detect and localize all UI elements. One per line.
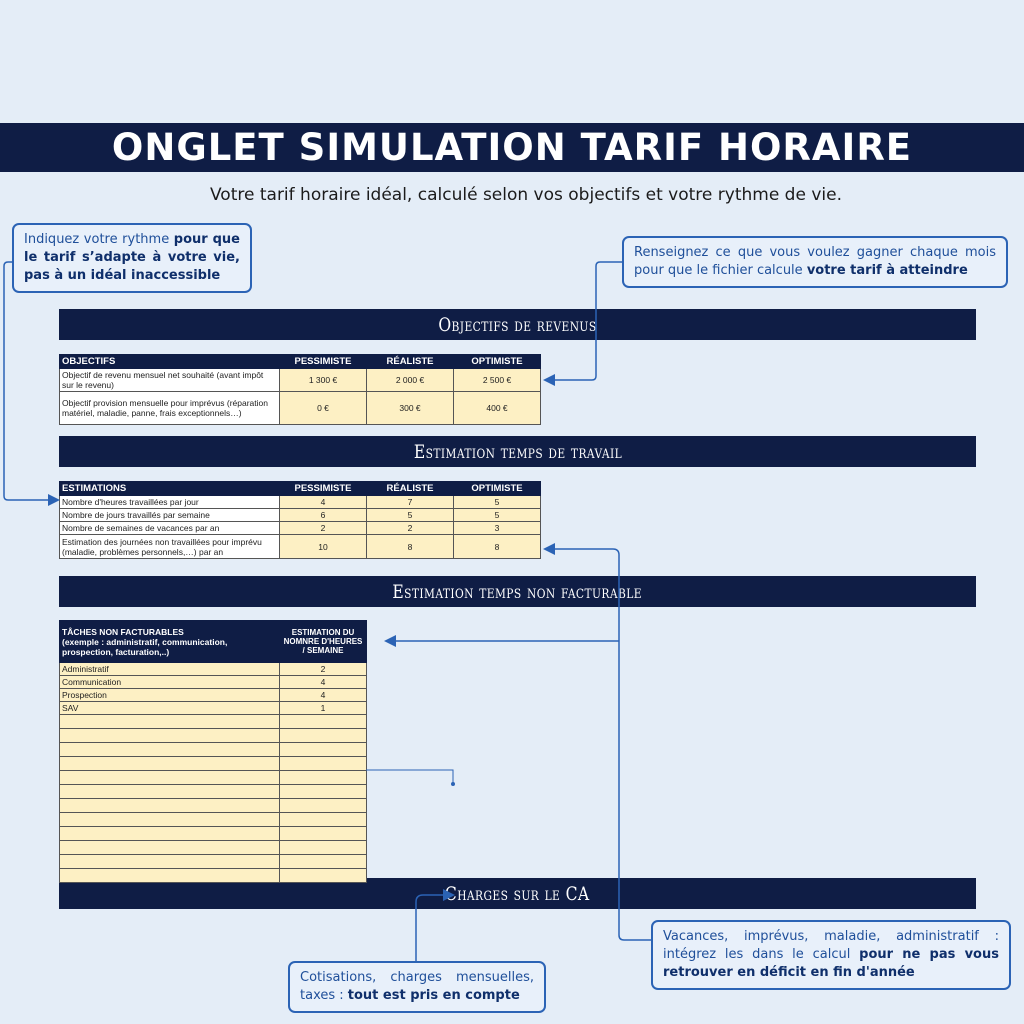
callout-cotisations-bold: tout est pris en compte [347, 988, 520, 1003]
section-charges-title: Charges sur le CA [445, 882, 590, 905]
cell-value[interactable]: 300 € [367, 392, 454, 425]
cell-value[interactable]: 6 [280, 509, 367, 522]
row-label: Objectif provision mensuelle pour imprévus (réparation matériel, maladie, panne, frais exceptionnels…) [60, 392, 280, 425]
cell-value[interactable]: 400 € [454, 392, 541, 425]
row-label: Estimation des journées non travaillées pour imprévu (maladie, problèmes personnels,…) par an [60, 535, 280, 559]
section-non-facturable-title: Estimation temps non facturable [392, 580, 643, 603]
section-objectifs-title: Objectifs de revenus [438, 313, 597, 336]
cell-value[interactable]: 5 [454, 509, 541, 522]
cell-value[interactable]: 8 [454, 535, 541, 559]
cell-value[interactable]: 2 [280, 663, 367, 676]
cell-value[interactable]: 2 500 € [454, 369, 541, 392]
callout-vacances-text: Vacances, imprévus, maladie, administratif : intégrez les dans le calcul [663, 929, 999, 962]
callout-gagner [622, 236, 1008, 288]
connector-vacances-estimations [546, 549, 651, 940]
callout-rythme-bold: pour que le tarif s’adapte à votre vie, pas à un idéal inaccessible [24, 232, 240, 283]
connector-cotisations [416, 895, 452, 962]
cell-value[interactable]: 8 [367, 535, 454, 559]
section-estimation-title: Estimation temps de travail [413, 440, 622, 463]
callout-gagner-bold: votre tarif à atteindre [806, 263, 968, 278]
header-realiste: RÉALISTE [367, 355, 454, 369]
cell-value[interactable]: 3 [454, 522, 541, 535]
cell-value[interactable]: 10 [280, 535, 367, 559]
row-label[interactable]: Administratif [60, 663, 280, 676]
connector-gagner [546, 262, 622, 380]
callout-rythme-text: Indiquez votre rythme [24, 232, 174, 247]
cell-value[interactable]: 5 [367, 509, 454, 522]
selection-handle[interactable] [451, 782, 455, 786]
selection-marker [366, 770, 453, 783]
header-estimations: ESTIMATIONS [60, 482, 280, 496]
cell-value[interactable]: 2 [280, 522, 367, 535]
cell-value[interactable]: 2 [367, 522, 454, 535]
row-label: Objectif de revenu mensuel net souhaité (avant impôt sur le revenu) [60, 369, 280, 392]
cell-value[interactable]: 4 [280, 676, 367, 689]
header-pessimiste: PESSIMISTE [280, 355, 367, 369]
row-label[interactable]: Prospection [60, 689, 280, 702]
cell-value[interactable]: 4 [280, 496, 367, 509]
callout-vacances [651, 920, 1011, 990]
cell-value[interactable]: 4 [280, 689, 367, 702]
callout-cotisations [288, 961, 546, 1013]
callout-rythme [12, 223, 252, 293]
cell-value[interactable]: 1 300 € [280, 369, 367, 392]
row-label[interactable]: Communication [60, 676, 280, 689]
connector-rythme [4, 262, 57, 500]
header-pessimiste: PESSIMISTE [280, 482, 367, 496]
header-optimiste: OPTIMISTE [454, 482, 541, 496]
header-estimation-heures: ESTIMATION DU NOMNRE D'HEURES / SEMAINE [280, 621, 367, 663]
header-optimiste: OPTIMISTE [454, 355, 541, 369]
cell-value[interactable]: 1 [280, 702, 367, 715]
page-title: ONGLET SIMULATION TARIF HORAIRE [111, 126, 913, 169]
cell-value[interactable]: 2 000 € [367, 369, 454, 392]
header-realiste: RÉALISTE [367, 482, 454, 496]
cell-value[interactable]: 5 [454, 496, 541, 509]
header-taches: TÂCHES NON FACTURABLES (exemple : administratif, communication, prospection, facturation,..) [60, 621, 280, 663]
row-label[interactable]: SAV [60, 702, 280, 715]
page-subtitle: Votre tarif horaire idéal, calculé selon vos objectifs et votre rythme de vie. [210, 185, 842, 205]
header-objectifs: OBJECTIFS [60, 355, 280, 369]
row-label: Nombre de semaines de vacances par an [60, 522, 280, 535]
callout-vacances-bold: pour ne pas vous retrouver en déficit en fin d'année [663, 947, 999, 980]
cell-value[interactable]: 0 € [280, 392, 367, 425]
callout-gagner-text: Renseignez ce que vous voulez gagner chaque mois pour que le fichier calcule [634, 245, 996, 278]
row-label: Nombre de jours travaillés par semaine [60, 509, 280, 522]
row-label: Nombre d'heures travaillées par jour [60, 496, 280, 509]
callout-cotisations-text: Cotisations, charges mensuelles, taxes : [300, 970, 534, 1003]
cell-value[interactable]: 7 [367, 496, 454, 509]
